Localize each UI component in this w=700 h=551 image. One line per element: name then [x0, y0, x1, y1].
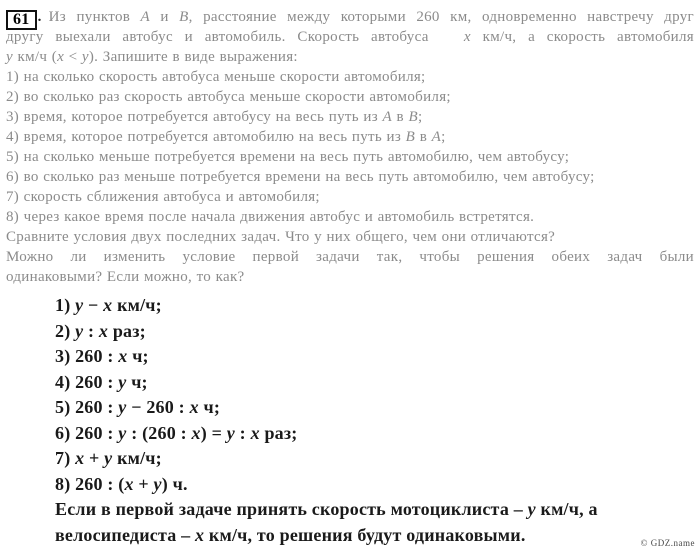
text-segment: 8) через какое время после начала движения автобус и автомобиль встретятся.	[6, 209, 535, 225]
statement-line	[6, 87, 694, 107]
math-variable: x	[75, 448, 85, 468]
text-segment: , расстояние между которыми 260 км, одновременно навстречу друг	[188, 9, 694, 25]
math-variable: x	[463, 29, 471, 45]
math-variable: A	[382, 109, 392, 125]
statement-line	[6, 267, 694, 287]
text-segment: ) =	[200, 422, 227, 443]
statement-line	[6, 187, 694, 207]
math-variable: x	[57, 49, 65, 65]
text-segment: −	[83, 295, 104, 315]
text-segment: Если в первой задаче принять скорость мотоциклиста –	[55, 499, 528, 519]
text-segment: в	[415, 129, 432, 145]
text-segment: 4) 260 :	[55, 371, 119, 392]
solution-line	[55, 497, 598, 523]
text-segment: +	[133, 473, 154, 494]
solution-line	[55, 293, 598, 319]
problem-number-suffix: .	[37, 9, 42, 25]
text-segment: км/ч (	[12, 49, 58, 65]
text-segment: :	[83, 320, 99, 341]
text-segment: 3) время, которое потребуется автобусу на весь путь из	[6, 109, 383, 125]
solution-line	[55, 421, 598, 447]
math-variable: y	[6, 49, 13, 65]
text-segment: 3) 260 :	[55, 346, 119, 366]
math-variable: y	[75, 295, 84, 315]
text-segment: − 260 :	[126, 397, 190, 417]
math-variable: y	[226, 422, 235, 443]
math-variable: y	[153, 473, 162, 494]
text-segment: :	[234, 422, 251, 443]
text-segment: 7) скорость сближения автобуса и автомобиля;	[6, 189, 320, 205]
text-segment: другу выехали автобус и автомобиль. Скорость автобуса	[6, 29, 464, 45]
math-variable: x	[124, 473, 134, 494]
math-variable: x	[250, 422, 260, 443]
text-segment: и	[150, 9, 180, 25]
text-segment: велосипедиста –	[55, 524, 196, 545]
text-segment: км/ч;	[112, 295, 162, 315]
text-segment: : (260 :	[126, 422, 192, 443]
math-variable: B	[179, 9, 189, 25]
text-segment: ;	[441, 129, 446, 145]
text-segment: 6) 260 :	[55, 422, 119, 443]
text-segment: <	[64, 49, 82, 65]
text-segment: 1) на сколько скорость автобуса меньше скорости автомобиля;	[6, 69, 426, 85]
text-segment: +	[84, 448, 105, 468]
text-segment: Из пунктов	[48, 9, 141, 25]
statement-line	[6, 47, 694, 67]
statement-line	[6, 67, 694, 87]
statement-line	[6, 7, 694, 27]
text-segment: км/ч, а	[535, 499, 598, 519]
text-segment: Сравните условия двух последних задач. Что у них общего, чем они отличаются?	[6, 229, 556, 245]
statement-line	[6, 167, 694, 187]
statement-line	[6, 107, 694, 127]
math-variable: x	[189, 397, 199, 417]
text-segment: 2)	[55, 320, 76, 341]
solution-line	[55, 344, 598, 370]
text-segment: ч;	[126, 371, 148, 392]
statement-line	[6, 227, 694, 247]
text-segment: раз;	[108, 320, 146, 341]
text-segment: 6) во сколько раз меньше потребуется времени на весь путь автомобилю, чем автобусу;	[6, 169, 595, 185]
problem-statement	[6, 7, 694, 287]
statement-line	[6, 147, 694, 167]
text-segment: Можно ли изменить условие первой задачи так, чтобы решения обеих задач были	[6, 249, 694, 265]
solution-line	[55, 319, 598, 345]
text-segment: 1)	[55, 295, 76, 315]
text-segment: 5) на сколько меньше потребуется времени на весь путь автомобилю, чем автобусу;	[6, 149, 570, 165]
math-variable: B	[408, 109, 418, 125]
watermark: © GDZ.name	[640, 538, 695, 548]
text-segment: ;	[417, 109, 423, 125]
text-segment: ). Запишите в виде выражения:	[88, 49, 298, 65]
text-segment: км/ч, то решения будут одинаковыми.	[204, 524, 526, 545]
math-variable: y	[104, 448, 113, 468]
math-variable: y	[118, 422, 127, 443]
text-segment: ч;	[198, 397, 221, 417]
statement-line	[6, 27, 694, 47]
math-variable: x	[103, 295, 113, 315]
text-segment: 5) 260 :	[55, 397, 119, 417]
solution-answers	[55, 293, 598, 548]
math-variable: x	[191, 422, 201, 443]
text-segment: 7)	[55, 448, 76, 468]
math-variable: B	[405, 129, 416, 145]
math-variable: y	[81, 49, 89, 65]
math-variable: x	[195, 524, 205, 545]
text-segment: 2) во сколько раз скорость автобуса меньше скорости автомобиля;	[6, 89, 451, 105]
math-variable: x	[118, 346, 128, 366]
text-segment: км/ч;	[112, 448, 162, 468]
statement-line	[6, 247, 694, 267]
math-variable: A	[431, 129, 442, 145]
math-variable: A	[140, 9, 151, 25]
math-variable: y	[118, 371, 127, 392]
text-segment: в	[392, 109, 409, 125]
problem-number-box: 61	[6, 10, 37, 30]
math-variable: y	[75, 320, 84, 341]
solution-line	[55, 370, 598, 396]
math-variable: x	[98, 320, 109, 341]
solution-line	[55, 446, 598, 472]
math-variable: y	[118, 397, 127, 417]
text-segment: одинаковыми? Если можно, то как?	[6, 269, 245, 285]
solution-line	[55, 472, 598, 498]
text-segment: ч;	[127, 346, 149, 366]
text-segment: раз;	[259, 422, 298, 443]
text-segment: 8) 260 : (	[55, 473, 125, 494]
solution-line	[55, 395, 598, 421]
solution-line	[55, 523, 598, 549]
text-segment: 4) время, которое потребуется автомобилю на весь путь из	[6, 129, 406, 145]
math-variable: y	[527, 499, 536, 519]
statement-line	[6, 127, 694, 147]
statement-line	[6, 207, 694, 227]
text-segment: км/ч, а скорость автомобиля	[470, 29, 694, 45]
text-segment: ) ч.	[161, 473, 188, 494]
